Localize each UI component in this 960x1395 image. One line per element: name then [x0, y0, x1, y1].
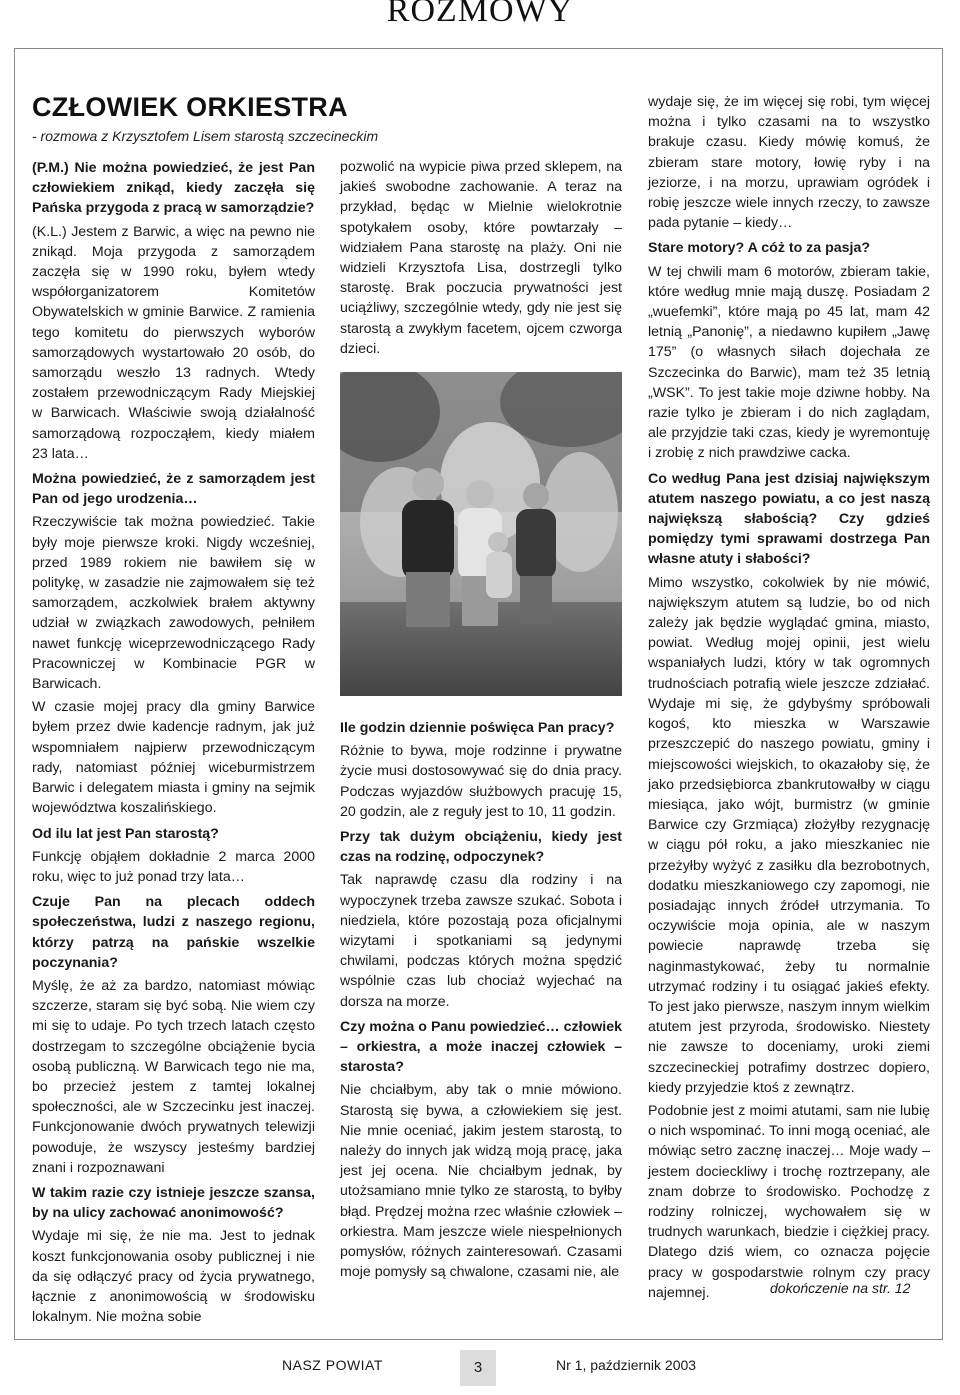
answer: Wydaje mi się, że nie ma. Jest to jednak koszt funkcjonowania osoby publicznej i nie da się odłączyć pracy od życia prywatnego, łącznie z anonimowością w środowisku lokalnym. Nie można sobie: [32, 1228, 315, 1326]
answer: pozwolić na wypicie piwa przed sklepem, na jakieś swobodne zachowanie. A teraz na przykład, będąc w Mielnie wielokrotnie spotykałem osoby, które powtarzały – widziałem Pana starostę na plaży. Oni nie widzieli Krzysztofa Lisa, dostrzegli tylko starostę. Brak poczucia prywatności jest uciążliwy, szczególnie wtedy, gdy nie jest się starostą a zwykłym facetem, ojcem czworga dzieci.: [340, 159, 622, 357]
answer: Myślę, że aż za bardzo, natomiast mówiąc szczerze, staram się być sobą. Nie wiem czy mi się to udaje. Po tych trzech latach często dostrzegam to szczególne obciążenie bycia osobą publiczną. W Barwicach tego nie ma, bo przecież jestem z tamtej lokalnej społeczności, ale w Szczecinku jest inaczej. Funkcjonowanie dwóch prywatnych telewizji powoduje, że wszyscy jesteśmy bardziej znani i rozpoznawani: [32, 977, 315, 1176]
answer: (K.L.) Jestem z Barwic, a więc na pewno nie znikąd. Moja przygoda z samorządem zaczęła się w 1990 roku, byłem wtedy współorganizatorem Komitetów Obywatelskich w gminie Barwice. Z ramienia tego komitetu do pierwszych wyborów samorządowych wystartowało 20 osób, do samorządu weszło 13 radnych. Wtedy zostałem przewodniczącym Rady Miejskiej w Barwicach. Właściwie swoją działalność samorządową rozpocząłem, kiedy miałem 23 lata…: [32, 223, 315, 462]
answer: Podobnie jest z moimi atutami, sam nie lubię o nich wspominać. To inni mogą oceniać, ale mówiąc setro zacznę inaczej… Moje wady – jestem docieckliwy i trochę roztrzepany, ale znam dobrze to środowisko. Pochodzę z rodziny rolniczej, wychowałem się w trudnych warunkach, biedzie i ciężkiej pracy. Dlatego dziś wiem, co oznacza pojęcie pracy w gospodarstwie rolnym czy pracy najemnej.: [648, 1102, 930, 1301]
answer: Różnie to bywa, moje rodzinne i prywatne życie musi dostosowywać się do dnia pracy. Podczas wyjazdów służbowych pracuję 15, 20 godzin, ale z reguły jest to 10, 11 godzin.: [340, 743, 622, 820]
footer-publication: NASZ POWIAT: [282, 1357, 383, 1373]
question: Co według Pana jest dzisiaj największym atutem naszego powiatu, a co jest naszą największą słabością? Czy gdzieś pomiędzy tymi sprawami dostrzega Pan własne atuty i słabości?: [648, 470, 930, 568]
question: Od ilu lat jest Pan starostą?: [32, 825, 219, 842]
answer: Tak naprawdę czasu dla rodziny i na wypoczynek trzeba zawsze szukać. Sobota i niedziela, które pozostają poza oficjalnymi wizytami i spotkaniami są jedynymi chwilami, podczas których można spędzić wspólnie czas lub chociaż wyjechać na dorsza na morze.: [340, 872, 622, 1010]
column-3: [648, 92, 930, 1306]
answer: Funkcję objąłem dokładnie 2 marca 2000 roku, więc to już ponad trzy lata…: [32, 848, 315, 885]
question: Przy tak dużym obciążeniu, kiedy jest czas na rodzinę, odpoczynek?: [340, 829, 622, 866]
photo-group-at-sculptures: [340, 372, 622, 696]
continued-note: dokończenie na str. 12: [770, 1280, 911, 1296]
answer: wydaje się, że im więcej się robi, tym więcej można i tylko czasami na to wszystko brakuje czasu. Kiedy mówię komuś, że zbieram stare motory, łowię ryby i na jeziorze, i na morzu, uprawiam ogródek i robię jeszcze wiele innych rzeczy, to zawsze pada pytanie – kiedy…: [648, 94, 930, 232]
page-number: 3: [460, 1350, 496, 1386]
question: W takim razie czy istnieje jeszcze szansa, by na ulicy zachować anonimowość?: [32, 1184, 315, 1222]
column-2-bottom: [340, 713, 622, 1285]
article-title: CZŁOWIEK ORKIESTRA: [32, 92, 348, 122]
answer: Rzeczywiście tak można powiedzieć. Takie były moje pierwsze kroki. Nigdy wcześniej, przed 1989 rokiem nie bawiłem się w politykę, w zasadzie nie zajmowałem się też samorządem, aczkolwiek brałem aktywny udział w związkach zawodowych, pełniłem nawet funkcję wiceprzewodniczącego Rady Pracowniczej w Kombinacie PGR w Barwicach.: [32, 514, 315, 693]
column-1: [32, 153, 315, 1330]
section-header: ROZMOWY: [386, 0, 574, 29]
footer-issue: Nr 1, październik 2003: [556, 1357, 697, 1373]
question: Czuje Pan na plecach oddech społeczeństwa, ludzi z naszego regionu, którzy patrzą na pańskie wszelkie poczynania?: [32, 894, 315, 971]
article-subtitle: - rozmowa z Krzysztofem Lisem starostą szczecineckim: [32, 128, 379, 144]
question: Stare motory? A cóż to za pasja?: [648, 240, 871, 257]
question: Można powiedzieć, że z samorządem jest Pan od jego urodzenia…: [32, 471, 315, 508]
question: Ile godzin dziennie poświęca Pan pracy?: [340, 720, 615, 736]
photo-image: [340, 372, 622, 696]
question: (P.M.) Nie można powiedzieć, że jest Pan człowiekiem znikąd, kiedy zaczęła się Pańska przygoda z pracą w samorządzie?: [32, 160, 315, 217]
answer: W czasie mojej pracy dla gminy Barwice byłem przez dwie kadencje radnym, jak już wspomniałem najpierw przewodniczącym rady, natomiast później wiceburmistrzem Barwic i delegatem miasta i gminy na sejmik województwa koszalińskiego.: [32, 699, 315, 817]
answer: Mimo wszystko, cokolwiek by nie mówić, największym atutem są ludzie, bo od nich zależy jak będzie wyglądać gmina, miasto, powiat. Według mojej opinii, jest wielu wspaniałych ludzi, który w tak ogromnych trudnościach potrafią wiele jeszcze zdziałać. Wydaje mi się, że gdybyśmy spróbowali kogoś, kto mieszka w Warszawie przeszczepić do naszego powiatu, gminy i miejscowości wiejskich, to okazałoby się, że jako przedsiębiorca zbankrutowałby w ciągu miesiąca, jako wójt, burmistrz (w gminie Barwice czy Grzmiąca) złożyłby rezygnację w ciągu pół roku, a jako mieszkaniec nie przeżyłby wyżyć z zasiłku dla bezrobotnych, dodatku mieszkaniowego czy zapomogi, nie posiadając innych źródeł utrzymania. To oczywiście moja opinia, ale w naszym powiecie naprawdę trzeba się naginmastykować, żeby tu normalnie utrzymać rodziny i tu osiągać jakieś efekty. To jest jako pierwsze, naszym innym wielkim atutem jest przyroda, środowisko. Niestety nie zawsze to doceniamy, uroki ziemi szczecineckiej potrafimy dostrzec dopiero, kiedy przyjedzie ktoś z zewnątrz.: [648, 574, 930, 1096]
answer: W tej chwili mam 6 motorów, zbieram takie, które według mnie mają duszę. Posiadam 2 „wuefemki”, które mają po 45 lat, mam 42 letnią „Panonię”, a niedawno kupiłem „Jawę 175” (o własnych siłach dojechała ze Szczecinka do Barwic), mam też 35 letnią „WSK”. To jest takie moje dziwne hobby. Na razie tylko je zbieram i do nich zaglądam, ale przyjdzie taki czas, kiedy je wyremontuję i zrobię z nich prawdziwe cacka.: [648, 263, 930, 462]
answer: Nie chciałbym, aby tak o mnie mówiono. Starostą się bywa, a człowiekiem się jest. Nie mnie oceniać, jakim jestem starostą, to należy do innych jak widzą moją pracę, jaka jest jej ocena. Nie chciałbym jednak, by utożsamiano mnie tylko ze starostą, to byłby błąd. Prędzej można rzec właśnie człowiek – orkiestra. Mam jeszcze wiele niespełnionych pomysłów, różnych zainteresowań. Czasami moje pomysły są chwalone, czasami nie, ale: [340, 1082, 622, 1281]
question: Czy można o Panu powiedzieć… człowiek – orkiestra, a może inaczej człowiek – starosta?: [340, 1018, 622, 1076]
column-2-top: [340, 157, 622, 362]
